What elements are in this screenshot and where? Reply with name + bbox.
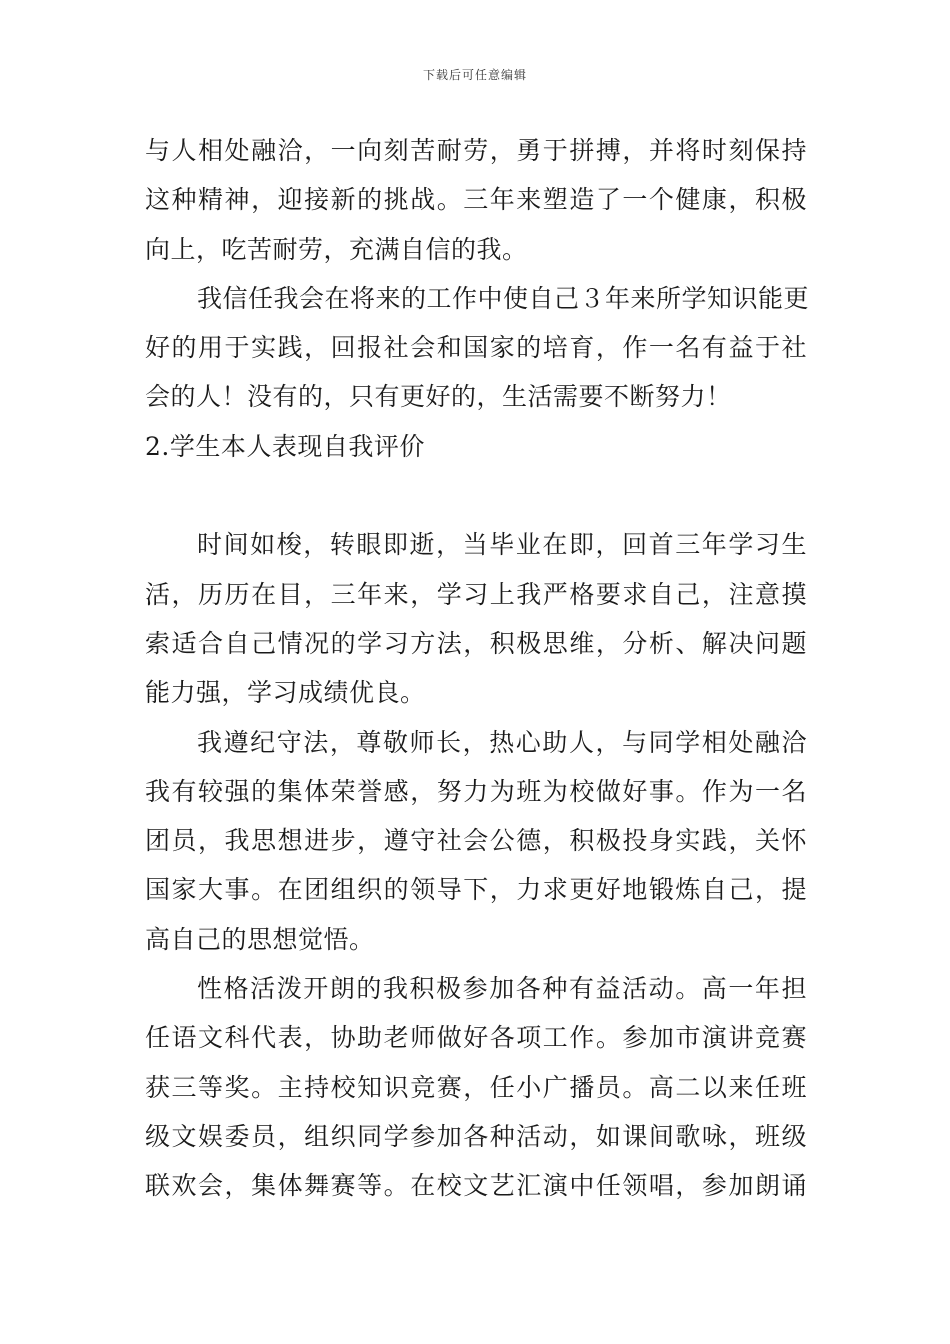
text-line: 好的用于实践，回报社会和国家的培育，作一名有益于社	[145, 333, 807, 363]
text-line: 团员，我思想进步，遵守社会公德，积极投身实践，关怀	[145, 826, 807, 856]
text-line: 与人相处融洽，一向刻苦耐劳，勇于拼搏，并将时刻保持	[145, 136, 807, 165]
paragraph	[145, 520, 807, 717]
heading-text: 2.学生本人表现自我评价	[145, 431, 425, 461]
section-heading	[145, 422, 807, 471]
text-line: 联欢会，集体舞赛等。在校文艺汇演中任领唱，参加朗诵	[145, 1171, 807, 1201]
text-line: 获三等奖。主持校知识竞赛，任小广播员。高二以来任班	[145, 1072, 807, 1102]
paragraph	[145, 274, 810, 422]
text-line: 这种精神，迎接新的挑战。三年来塑造了一个健康，积极	[145, 185, 807, 215]
text-line: 索适合自己情况的学习方法，积极思维，分析、解决问题	[145, 628, 807, 658]
text-line: 我遵纪守法，尊敬师长，热心助人，与同学相处融洽	[197, 727, 807, 757]
page-header: 下载后可任意编辑	[422, 68, 527, 82]
text-line: 能力强，学习成绩优良。	[145, 678, 426, 708]
text-line: 向上，吃苦耐劳，充满自信的我。	[145, 234, 528, 264]
text-line: 任语文科代表，协助老师做好各项工作。参加市演讲竞赛	[145, 1023, 807, 1053]
document-body	[145, 126, 810, 1211]
text-line: 活，历历在目，三年来，学习上我严格要求自己，注意摸	[145, 579, 807, 609]
text-line: 我信任我会在将来的工作中使自己３年来所学知识能更	[197, 283, 810, 313]
text-line: 我有较强的集体荣誉感，努力为班为校做好事。作为一名	[145, 776, 807, 806]
text-line: 时间如梭，转眼即逝，当毕业在即，回首三年学习生	[197, 530, 807, 560]
paragraph	[145, 964, 807, 1210]
text-line: 国家大事。在团组织的领导下，力求更好地锻炼自己，提	[145, 875, 807, 905]
paragraph	[145, 718, 807, 964]
text-line: 级文娱委员，组织同学参加各种活动，如课间歌咏，班级	[145, 1121, 807, 1151]
paragraph	[145, 126, 807, 274]
text-line: 会的人！没有的，只有更好的，生活需要不断努力！	[145, 382, 732, 412]
text-line: 高自己的思想觉悟。	[145, 924, 375, 954]
blank-line	[145, 471, 807, 520]
text-line: 性格活泼开朗的我积极参加各种有益活动。高一年担	[197, 974, 807, 1004]
